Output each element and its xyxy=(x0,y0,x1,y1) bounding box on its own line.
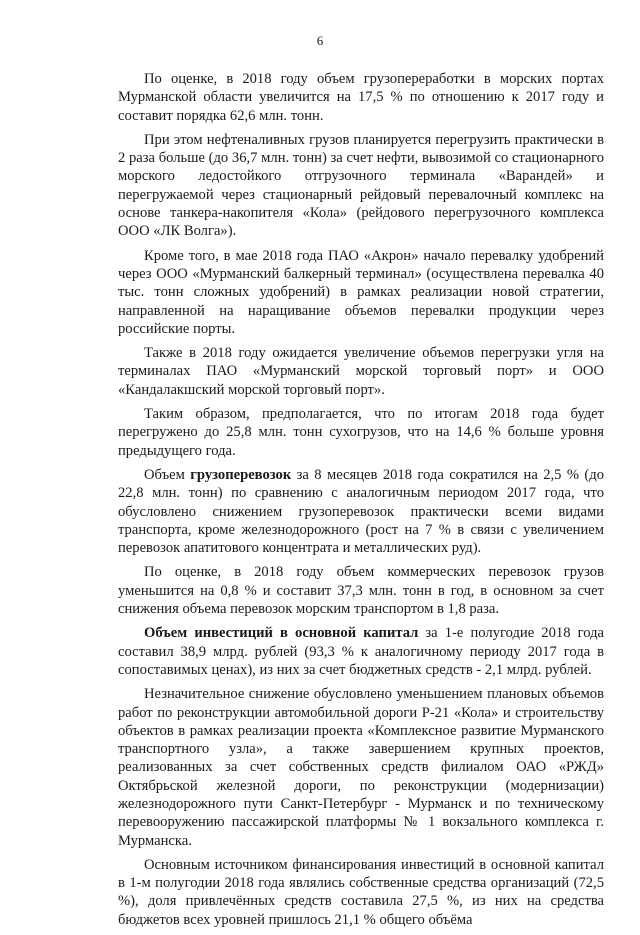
paragraph-text: Таким образом, предполагается, что по итогам 2018 года будет перегружено до 25,8 млн. тонн сухогрузов, что на 14,6 % больше уровня предыдущего года. xyxy=(118,406,604,459)
paragraph-text: По оценке, в 2018 году объем коммерческих перевозок грузов уменьшится на 0,8 % и составит 37,3 млн. тонн в год, в основном за счет снижения объема перевозок морским транспортом в 1,8 раза. xyxy=(118,564,604,618)
paragraph-coal-transshipment xyxy=(118,344,604,399)
paragraph-text: По оценке, в 2018 году объем грузопереработки в морских портах Мурманской области увеличится на 17,5 % по отношению к 2017 году и составит порядка 62,6 млн. тонн. xyxy=(118,71,604,124)
paragraph-port-cargo-estimate xyxy=(118,70,604,125)
paragraph-akron-fertilizers xyxy=(118,247,604,338)
paragraph-prefix: Объем xyxy=(144,466,191,483)
paragraph-financing-sources xyxy=(118,856,604,929)
paragraph-bold-term: грузоперевозок xyxy=(190,466,292,483)
paragraph-freight-volume xyxy=(118,466,604,557)
paragraph-investment-decline xyxy=(118,685,604,850)
paragraph-text: Основным источником финансирования инвестиций в основной капитал в 1-м полугодии 2018 года являлись собственные средства организаций (72,5 %), доля привлечённых средств составила 27,5 %, из них на средства бюджетов всех уровней пришлось 21,1 % общего объёма xyxy=(118,856,604,928)
paragraph-oil-cargo xyxy=(118,131,604,241)
paragraph-text: за 8 месяцев 2018 года сократился на 2,5 % (до 22,8 млн. тонн) по сравнению с аналогичным периодом 2017 года, что обусловлено снижением грузоперевозок практически всеми видами транспорта, кроме железнодорожного (рост на 7 % в связи с увеличением перевозок апатитового концентрата и металлических руд). xyxy=(118,466,604,557)
paragraph-text: При этом нефтеналивных грузов планируется перегрузить практически в 2 раза больше (до 36,7 млн. тонн) за счет нефти, вывозимой со стационарного морского ледостойкого отгрузочного терминала «Варандей» и перегружаемой через стационарный рейдовый перевалочный комплекс на основе танкера-накопителя «Кола» (рейдового перегрузочного комплекса ООО «ЛК Волга»). xyxy=(118,131,604,240)
paragraph-commercial-freight xyxy=(118,563,604,618)
paragraph-text: за 1-е полугодие 2018 года составил 38,9 млрд. рублей (93,3 % к аналогичному периоду 2017 года в сопоставимых ценах), из них за счет бюджетных средств - 2,1 млрд. рублей. xyxy=(118,625,604,678)
paragraph-bold-term: Объем инвестиций в основной капитал xyxy=(144,625,419,642)
paragraph-dry-cargo-summary xyxy=(118,405,604,460)
paragraph-capital-investment xyxy=(118,624,604,679)
page-number: 6 xyxy=(316,33,324,48)
paragraph-text: Кроме того, в мае 2018 года ПАО «Акрон» начало перевалку удобрений через ООО «Мурманский балкерный терминал» (осуществлена перевалка 40 тыс. тонн сложных удобрений) в рамках реализации новой стратегии, направленной на наращивание объемов перевалки продукции через российские порты. xyxy=(118,247,604,337)
document-body xyxy=(118,70,604,935)
paragraph-text: Также в 2018 году ожидается увеличение объемов перегрузки угля на терминалах ПАО «Мурманский морской торговый порт» и ООО «Кандалакшский морской торговый порт». xyxy=(118,345,604,398)
paragraph-text: Незначительное снижение обусловлено уменьшением плановых объемов работ по реконструкции автомобильной дороги Р-21 «Кола» и строительству объектов в рамках реализации проекта «Комплексное развитие Мурманского транспортного узла», а также завершением крупных проектов, реализованных за счет собственных средств филиалом ОАО «РЖД» Октябрьской железной дороги, по реконструкции (модернизации) железнодорожного пути Санкт-Петербург - Мурманск и по техническому перевооружению пассажирской платформы № 1 вокзального комплекса г. Мурманска. xyxy=(118,686,604,849)
